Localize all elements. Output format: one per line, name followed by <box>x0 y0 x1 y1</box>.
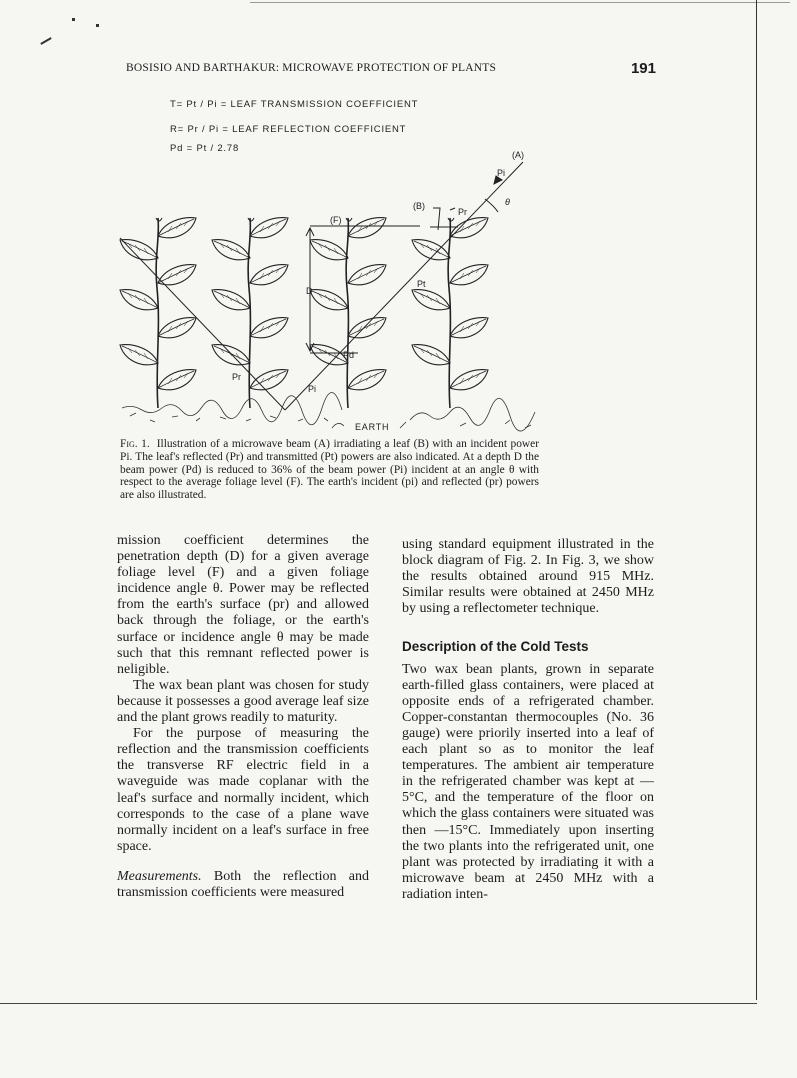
legend-reflection: R= Pr / Pi = LEAF REFLECTION COEFFICIENT <box>170 124 407 135</box>
page-edge-top <box>250 2 790 3</box>
label-pt: Pt <box>417 279 426 289</box>
section-heading: Description of the Cold Tests <box>402 639 589 655</box>
theta-arc <box>485 199 498 212</box>
label-b: (B) <box>413 201 425 211</box>
caption-text: Illustration of a microwave beam (A) irradiating a leaf (B) with an incident power Pi. The leaf's reflected (Pr) and transmitted (Pt) powers are also indicated. At a depth D the beam power (Pd) is reduced to 36% of the beam power (Pi) incident at an angle θ with respect to the average foliage level (F). The earth's incident (pi) and reflected (pr) powers are also illustrated. <box>120 438 539 502</box>
label-pi-ground: Pi <box>308 384 317 394</box>
left-paragraph-3: For the purpose of measuring the reflection and the transmission coefficients the transverse RF electric field in a waveguide was made coplanar with the leaf's surface and normally incident, which corresponds to the case of a plane wave normally incident on a leaf's surface in free space. <box>117 726 369 854</box>
figure-caption <box>120 438 539 502</box>
left-paragraph-2: The wax bean plant was chosen for study because it possesses a good average leaf size and the plant grows readily to maturity. <box>117 677 369 726</box>
left-paragraph-4 <box>117 869 369 901</box>
page-edge-right <box>756 0 757 1000</box>
plant-3 <box>310 218 386 408</box>
page-edge-bottom <box>0 1003 757 1004</box>
paragraph-gap <box>117 855 369 869</box>
running-head: BOSISIO AND BARTHAKUR: MICROWAVE PROTECTION OF PLANTS <box>126 62 497 74</box>
label-pi-top: Pi <box>497 168 506 178</box>
left-column <box>117 533 369 901</box>
figure-diagram <box>110 90 550 435</box>
scan-speck <box>96 24 99 27</box>
left-paragraph-1: mission coefficient determines the penetration depth (D) for a given average foliage level (F) and a given foliage incidence angle θ. Power may be reflected from the earth's surface (pr) and allowed back through the foliage, or the earth's surface or incidence angle θ may be made such that this remnant reflected power is neligible. <box>117 533 369 677</box>
scan-speck <box>72 18 75 21</box>
page-header <box>126 60 656 80</box>
label-pd: Pd <box>343 350 355 360</box>
figure-1 <box>110 90 550 435</box>
right-column <box>402 537 654 903</box>
label-pr-top: Pr <box>458 207 467 217</box>
plant-1 <box>120 218 196 408</box>
scan-speck <box>40 37 51 45</box>
label-d: D <box>306 286 313 296</box>
right-paragraph-1: using standard equipment illustrated in the block diagram of Fig. 2. In Fig. 3, we show the results obtained around 915 MHz. Similar results were obtained at 2450 MHz by using a reflectometer technique. <box>402 537 654 617</box>
label-f: (F) <box>330 215 342 225</box>
measurements-text: Both the reflection and transmission coefficients were measured <box>117 868 369 900</box>
section-gap <box>402 617 654 639</box>
right-paragraph-2: Two wax bean plants, grown in separate earth-filled glass containers, were placed at opposite ends of a refrigerated chamber. Copper-constantan thermocouples (No. 36 gauge) were priorily inserted into a leaf of each plant so as to monitor the leaf temperatures. The ambient air temperature in the refrigerated chamber was kept at —5°C, and the temperature of the floor on which the glass containers were situated was then —15°C. Immediately upon inserting the two plants into the refrigerated unit, one plant was protected by irradiating it with a microwave beam at 2450 MHz with a radiation inten- <box>402 661 654 902</box>
legend-depth-power: Pd = Pt / 2.78 <box>170 143 240 154</box>
measurements-lead: Measurements. <box>117 868 202 884</box>
pr-arrow <box>450 208 455 210</box>
plant-2 <box>212 218 288 408</box>
page-number: 191 <box>630 60 656 77</box>
legend-transmission: T= Pt / Pi = LEAF TRANSMISSION COEFFICIENT <box>170 99 419 110</box>
label-earth: EARTH <box>355 422 390 432</box>
label-a: (A) <box>512 150 524 160</box>
plant-4 <box>412 218 488 408</box>
caption-label: Fig. 1. <box>120 438 150 450</box>
label-theta: θ <box>505 197 510 207</box>
label-pr-ground: Pr <box>232 372 241 382</box>
earth-ground <box>122 392 535 431</box>
